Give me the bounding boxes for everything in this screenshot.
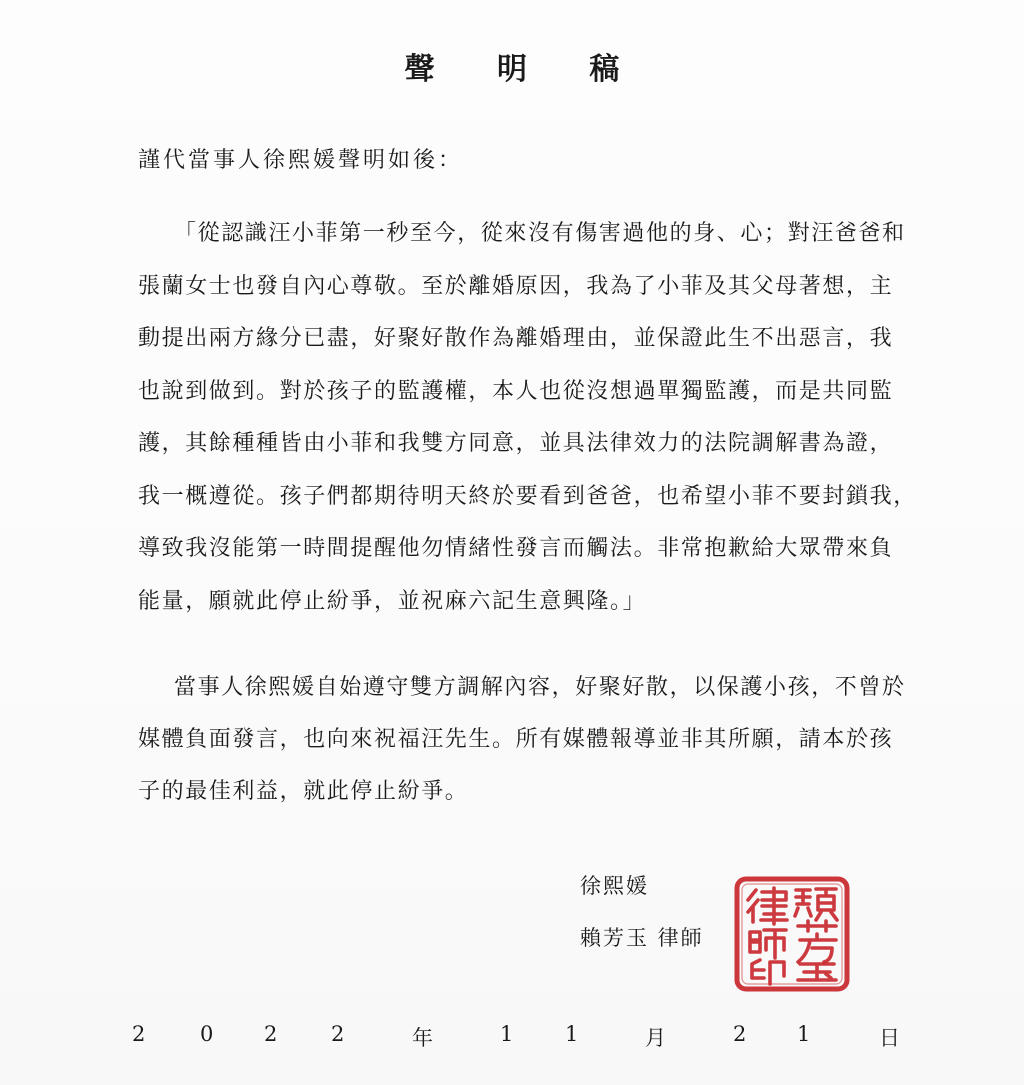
paragraph-line: 子的最佳利益，就此停止紛爭。 [138,779,469,804]
day-digit: 2 [733,1022,747,1046]
year-unit: 年 [412,1026,433,1050]
day-digit: 1 [797,1022,811,1046]
quote-line: 護，其餘種種皆由小菲和我雙方同意，並具法律效力的法院調解書為證， [138,431,894,456]
year-digit: 2 [331,1022,345,1046]
year-digit: 0 [200,1022,214,1046]
paragraph-line: 媒體負面發言，也向來祝福汪先生。所有媒體報導並非其所願，請本於孩 [138,727,894,752]
lawyer-name: 賴芳玉 律師 [580,926,704,950]
salutation: 謹代當事人徐熙媛聲明如後： [138,148,464,173]
quoted-statement [138,208,917,628]
day-unit: 日 [879,1026,900,1050]
lawyer-seal-stamp [734,876,850,992]
document-date [0,1022,1024,1052]
paragraph-line: 當事人徐熙媛自始遵守雙方調解內容，好聚好散，以保護小孩，不曾於 [174,675,906,700]
month-digit: 1 [500,1022,514,1046]
quote-line: 能量，願就此停止紛爭，並祝麻六記生意興隆。」 [138,588,647,614]
month-unit: 月 [645,1026,666,1050]
month-digit: 1 [565,1022,579,1046]
year-digit: 2 [264,1022,278,1046]
quote-line: 導致我沒能第一時間提醒他勿情緒性發言而觸法。非常抱歉給大眾帶來負 [138,536,894,561]
closing-paragraph [138,662,908,818]
signer-name: 徐熙媛 [580,874,649,898]
quote-line: 動提出兩方緣分已盡，好聚好散作為離婚理由，並保證此生不出惡言，我 [138,326,894,351]
quote-line: 「從認識汪小菲第一秒至今，從來沒有傷害過他的身、心；對汪爸爸和 [174,221,906,246]
year-digit: 2 [132,1022,146,1046]
quote-line: 我一概遵從。孩子們都期待明天終於要看到爸爸，也希望小菲不要封鎖我， [138,483,917,509]
quote-line: 張蘭女士也發自內心尊敬。至於離婚原因，我為了小菲及其父母著想，主 [138,273,894,299]
document-title: 聲 明 稿 [404,52,646,87]
quote-line: 也說到做到。對於孩子的監護權，本人也從沒想過單獨監護，而是共同監 [138,378,894,404]
